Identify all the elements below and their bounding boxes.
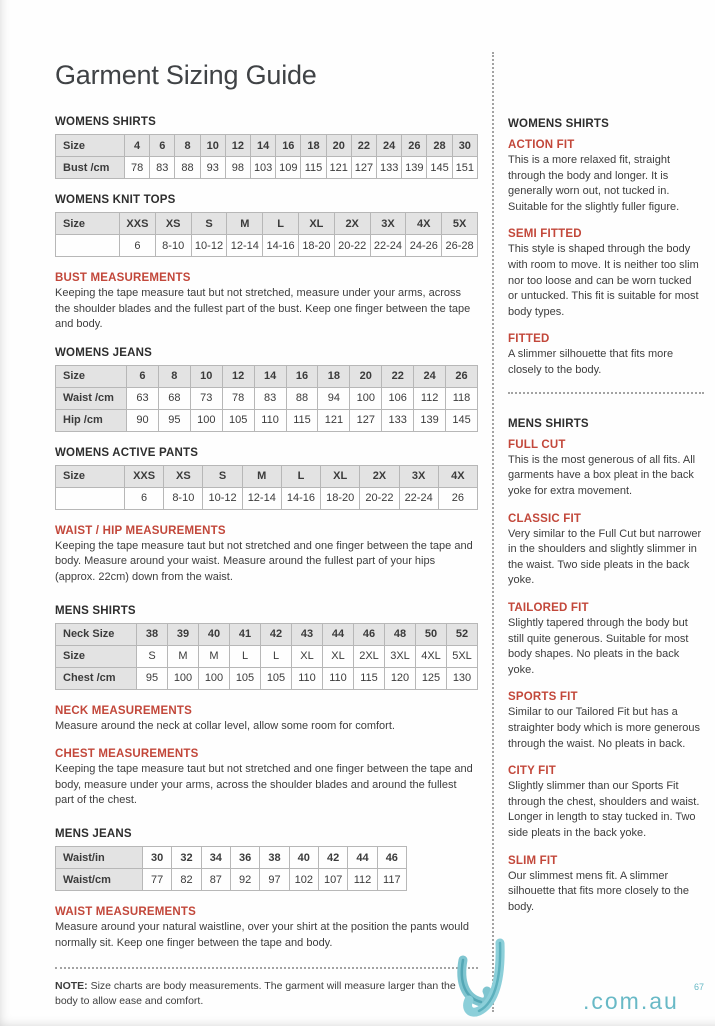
section-heading: MENS SHIRTS [55,604,136,617]
fit-description: This style is shaped through the body with room to move. It is neither too slim nor too loose and can be worn tucked or untucked. This fit is suitable for most body types. [508,243,699,318]
table-cell: 24 [377,135,402,157]
table-cell: 106 [382,387,414,409]
table-cell: 26 [438,487,477,509]
table-cell: 4X [406,213,442,235]
mens-shirts-table [55,623,478,690]
table-cell: 14-16 [281,487,320,509]
table-cell: 151 [452,157,477,179]
table-cell: 92 [230,869,259,891]
table-row [56,365,478,387]
row-label-cell: Waist/cm [56,869,143,891]
section-womens-jeans [55,347,478,432]
row-label-cell: Waist /cm [56,387,127,409]
page-number: 67 [694,982,705,992]
table-cell: 52 [447,623,478,645]
column-divider-dotted [492,52,494,1012]
table-cell: 4 [125,135,150,157]
table-cell: 105 [222,409,254,431]
section-heading: WOMENS ACTIVE PANTS [55,446,199,459]
section-mens-jeans [55,828,478,891]
row-label-cell: Neck Size [56,623,137,645]
table-cell: 98 [225,157,250,179]
table-cell: 28 [427,135,452,157]
fit-entry [508,139,704,215]
table-cell: 103 [251,157,276,179]
section-heading: MENS JEANS [55,828,132,841]
table-cell: 110 [292,667,323,689]
note-heading: CHEST MEASUREMENTS [55,748,199,761]
waist-hip-measurements-note [55,525,478,586]
table-cell: L [261,645,292,667]
table-cell: 88 [286,387,318,409]
note-text: Measure around your natural waistline, over your shirt at the position the pants would normally sit. Keep one finger between the tape and body. [55,921,469,949]
table-cell: M [168,645,199,667]
table-cell: 145 [446,409,478,431]
table-cell: 20-22 [360,487,399,509]
table-cell: 105 [261,667,292,689]
table-cell: 95 [158,409,190,431]
table-cell: 26 [402,135,427,157]
table-row [56,135,478,157]
table-cell: 94 [318,387,350,409]
table-cell: 5XL [447,645,478,667]
table-cell: 16 [286,365,318,387]
table-cell: 46 [377,847,406,869]
table-cell: 78 [125,157,150,179]
table-cell: 39 [168,623,199,645]
table-cell: 110 [323,667,354,689]
table-cell: XS [164,465,203,487]
table-cell: 95 [137,667,168,689]
table-cell: 6 [125,487,164,509]
table-cell: 133 [382,409,414,431]
table-cell: 100 [199,667,230,689]
table-cell: S [137,645,168,667]
table-cell: 14-16 [263,235,299,257]
table-cell: XL [298,213,334,235]
table-cell: M [242,465,281,487]
table-cell: 115 [301,157,326,179]
main-column [55,60,478,1009]
table-row [56,409,478,431]
table-cell: 4X [438,465,477,487]
table-cell: 90 [127,409,159,431]
table-cell: 8 [158,365,190,387]
fit-description: This is a more relaxed fit, straight through the body and longer. It is generally worn out, not tucked in. Suitable for the slightly fuller figure. [508,154,680,213]
table-cell: 2X [360,465,399,487]
table-cell: 30 [452,135,477,157]
table-cell: 38 [137,623,168,645]
table-cell: 4XL [416,645,447,667]
table-cell: 44 [348,847,377,869]
table-cell: L [281,465,320,487]
table-cell: 10 [190,365,222,387]
table-cell: XL [321,465,360,487]
table-cell: 93 [200,157,225,179]
womens-active-pants-table [55,465,478,510]
table-cell: 20 [326,135,351,157]
table-cell: 102 [289,869,318,891]
table-cell: 88 [175,157,200,179]
table-cell: 18 [318,365,350,387]
table-row [56,387,478,409]
fit-name: TAILORED FIT [508,601,589,614]
table-cell: 130 [447,667,478,689]
table-row [56,487,478,509]
table-cell: 83 [150,157,175,179]
fit-name: SLIM FIT [508,854,558,867]
mens-shirts-fits-heading: MENS SHIRTS [508,417,589,430]
table-cell: 2XL [354,645,385,667]
table-cell: 34 [201,847,230,869]
table-cell: 97 [260,869,289,891]
table-cell: 18-20 [298,235,334,257]
table-cell: 44 [323,623,354,645]
table-cell: 20 [350,365,382,387]
fit-name: CITY FIT [508,765,557,778]
note-text: Keeping the tape measure taut but not stretched, measure under your arms, across the shoulder blades and the fullest part of the bust. Keep one finger between the tape and body. [55,287,471,331]
table-cell: 127 [350,409,382,431]
fits-column [508,118,704,929]
row-label-cell: Size [56,135,125,157]
table-cell: 22 [351,135,376,157]
fit-description: A slimmer silhouette that fits more closely to the body. [508,348,674,377]
fit-name: SEMI FITTED [508,228,582,241]
table-cell: 110 [254,409,286,431]
table-cell: 117 [377,869,406,891]
table-row [56,623,478,645]
table-cell: 46 [354,623,385,645]
fit-name: SPORTS FIT [508,691,578,704]
table-cell: 112 [414,387,446,409]
table-row [56,869,407,891]
fit-entry [508,691,704,752]
table-cell: 16 [276,135,301,157]
table-cell: 73 [190,387,222,409]
table-cell: 6 [120,235,156,257]
table-cell: 24-26 [406,235,442,257]
fit-entry [508,228,704,320]
table-cell: 22-24 [399,487,438,509]
row-label-cell: Size [56,213,120,235]
table-row [56,667,478,689]
section-mens-shirts [55,605,478,690]
brand-domain-text: .com.au [583,988,679,1014]
fits-divider-dotted [508,392,704,394]
footer-note [55,979,478,1008]
table-cell: 22-24 [370,235,406,257]
womens-fits-list [508,139,704,379]
table-cell: 12-14 [242,487,281,509]
table-cell: 78 [222,387,254,409]
table-row [56,213,478,235]
fit-name: FULL CUT [508,438,566,451]
table-cell: XXS [120,213,156,235]
section-heading: WOMENS KNIT TOPS [55,194,176,206]
womens-knit-tops-table [55,212,478,257]
table-row [56,235,478,257]
table-cell: 8-10 [155,235,191,257]
table-cell: 109 [276,157,301,179]
note-heading: NECK MEASUREMENTS [55,704,192,717]
table-cell: 118 [446,387,478,409]
row-label-cell: Bust /cm [56,157,125,179]
table-cell: 40 [289,847,318,869]
table-cell: 121 [326,157,351,179]
table-cell: 10-12 [191,235,227,257]
fit-entry [508,765,704,841]
fit-entry [508,855,704,916]
table-cell: XXS [125,465,164,487]
note-heading: WAIST MEASUREMENTS [55,906,196,919]
table-cell: 107 [318,869,347,891]
table-cell: 6 [150,135,175,157]
table-cell: 22 [382,365,414,387]
table-cell: XL [292,645,323,667]
note-heading: WAIST / HIP MEASUREMENTS [55,524,226,537]
fit-description: Very similar to the Full Cut but narrower in the shoulders and slightly slimmer in the waist. Two side pleats in the back yoke. [508,527,702,587]
chest-measurements-note [55,748,478,809]
table-cell: 68 [158,387,190,409]
table-cell: 3X [399,465,438,487]
table-cell: 18 [301,135,326,157]
section-heading: WOMENS SHIRTS [55,116,156,128]
waist-measurements-note [55,906,478,951]
table-cell: 125 [416,667,447,689]
table-cell: 105 [230,667,261,689]
table-cell: 120 [385,667,416,689]
page-title: Garment Sizing Guide [55,60,317,90]
section-heading: WOMENS JEANS [55,346,152,359]
table-cell: 100 [350,387,382,409]
table-cell: 8 [175,135,200,157]
row-label-cell: Hip /cm [56,409,127,431]
table-cell: 115 [286,409,318,431]
neck-measurements-note [55,705,478,735]
note-body: Size charts are body measurements. The garment will measure larger than the body to allow ease and comfort. [55,980,456,1007]
mens-jeans-table [55,846,407,891]
table-cell: 18-20 [321,487,360,509]
table-cell: S [191,213,227,235]
row-label-cell: Size [56,645,137,667]
table-cell: 20-22 [334,235,370,257]
fit-name: ACTION FIT [508,139,575,151]
table-cell: 5X [442,213,478,235]
table-cell: 30 [143,847,172,869]
table-cell: 8-10 [164,487,203,509]
table-cell: 133 [377,157,402,179]
table-cell: 3X [370,213,406,235]
fit-name: FITTED [508,333,550,346]
row-label-cell: Size [56,465,125,487]
table-cell: XS [155,213,191,235]
note-label: NOTE: [55,980,88,993]
table-cell: 48 [385,623,416,645]
table-cell: 42 [318,847,347,869]
note-heading: BUST MEASUREMENTS [55,272,191,284]
table-cell: 100 [190,409,222,431]
fit-description: Slightly tapered through the body but still quite generous. Suitable for most body shapes. No pleats in the back yoke. [508,616,689,676]
table-cell: 82 [172,869,201,891]
row-label-cell: Chest /cm [56,667,137,689]
table-cell: 6 [127,365,159,387]
row-label-cell: Size [56,365,127,387]
table-row [56,157,478,179]
note-text: Measure around the neck at collar level, allow some room for comfort. [55,719,395,732]
table-cell: 12 [225,135,250,157]
table-cell: 10-12 [203,487,242,509]
fit-name: CLASSIC FIT [508,512,582,525]
table-cell: 139 [414,409,446,431]
table-cell: 32 [172,847,201,869]
table-cell: 87 [201,869,230,891]
table-cell: 100 [168,667,199,689]
section-womens-active-pants [55,447,478,510]
table-cell: 38 [260,847,289,869]
table-cell: XL [323,645,354,667]
table-cell: 3XL [385,645,416,667]
table-row [56,847,407,869]
womens-shirts-fits-heading: WOMENS SHIRTS [508,118,609,130]
fit-description: Our slimmest mens fit. A slimmer silhouette that fits more closely to the body. [508,869,689,913]
fit-description: Slightly slimmer than our Sports Fit through the chest, shoulders and waist. Longer in length to stay tucked in. Two side pleats in the back yoke. [508,780,700,840]
table-cell: 12-14 [227,235,263,257]
table-cell: 115 [354,667,385,689]
table-cell: 63 [127,387,159,409]
table-cell: 50 [416,623,447,645]
table-cell: 26-28 [442,235,478,257]
table-cell: L [230,645,261,667]
table-cell: S [203,465,242,487]
table-cell: 139 [402,157,427,179]
table-row [56,645,478,667]
table-cell: 14 [254,365,286,387]
row-label-cell: Waist/in [56,847,143,869]
fit-entry [508,602,704,678]
fit-entry [508,439,704,500]
table-cell: M [227,213,263,235]
table-cell: 121 [318,409,350,431]
table-cell: 112 [348,869,377,891]
table-cell: 42 [261,623,292,645]
fit-description: This is the most generous of all fits. All garments have a box pleat in the back yoke for extra movement. [508,453,696,497]
section-womens-shirts [55,116,478,179]
table-cell: M [199,645,230,667]
brand-u-ribbon-logo-icon [448,938,512,1024]
table-cell: 83 [254,387,286,409]
row-label-cell [56,235,120,257]
table-row [56,465,478,487]
fit-description: Similar to our Tailored Fit but has a straighter body which is more generous through the waist. No pleats in back. [508,706,700,750]
table-cell: 24 [414,365,446,387]
womens-shirts-table [55,134,478,179]
section-womens-knit-tops [55,194,478,257]
table-cell: 40 [199,623,230,645]
table-cell: 77 [143,869,172,891]
table-cell: 145 [427,157,452,179]
row-label-cell [56,487,125,509]
womens-jeans-table [55,365,478,432]
table-cell: 12 [222,365,254,387]
bust-measurements-note [55,272,478,333]
table-cell: 10 [200,135,225,157]
table-cell: 127 [351,157,376,179]
table-cell: 41 [230,623,261,645]
mens-fits-list [508,439,704,916]
note-text: Keeping the tape measure taut but not stretched and one finger between the tape and body. Measure around your waist. Measure around the fullest part of your hips (approx. 22cm) down from the waist. [55,539,473,584]
table-cell: 2X [334,213,370,235]
table-cell: L [263,213,299,235]
fit-entry [508,333,704,378]
note-divider-dotted [55,967,478,969]
table-cell: 36 [230,847,259,869]
table-cell: 43 [292,623,323,645]
note-text: Keeping the tape measure taut but not stretched and one finger between the tape and body, measure under your arms, across the shoulder blades and around the fullest part of the chest. [55,763,473,807]
table-cell: 26 [446,365,478,387]
fit-entry [508,513,704,589]
table-cell: 14 [251,135,276,157]
